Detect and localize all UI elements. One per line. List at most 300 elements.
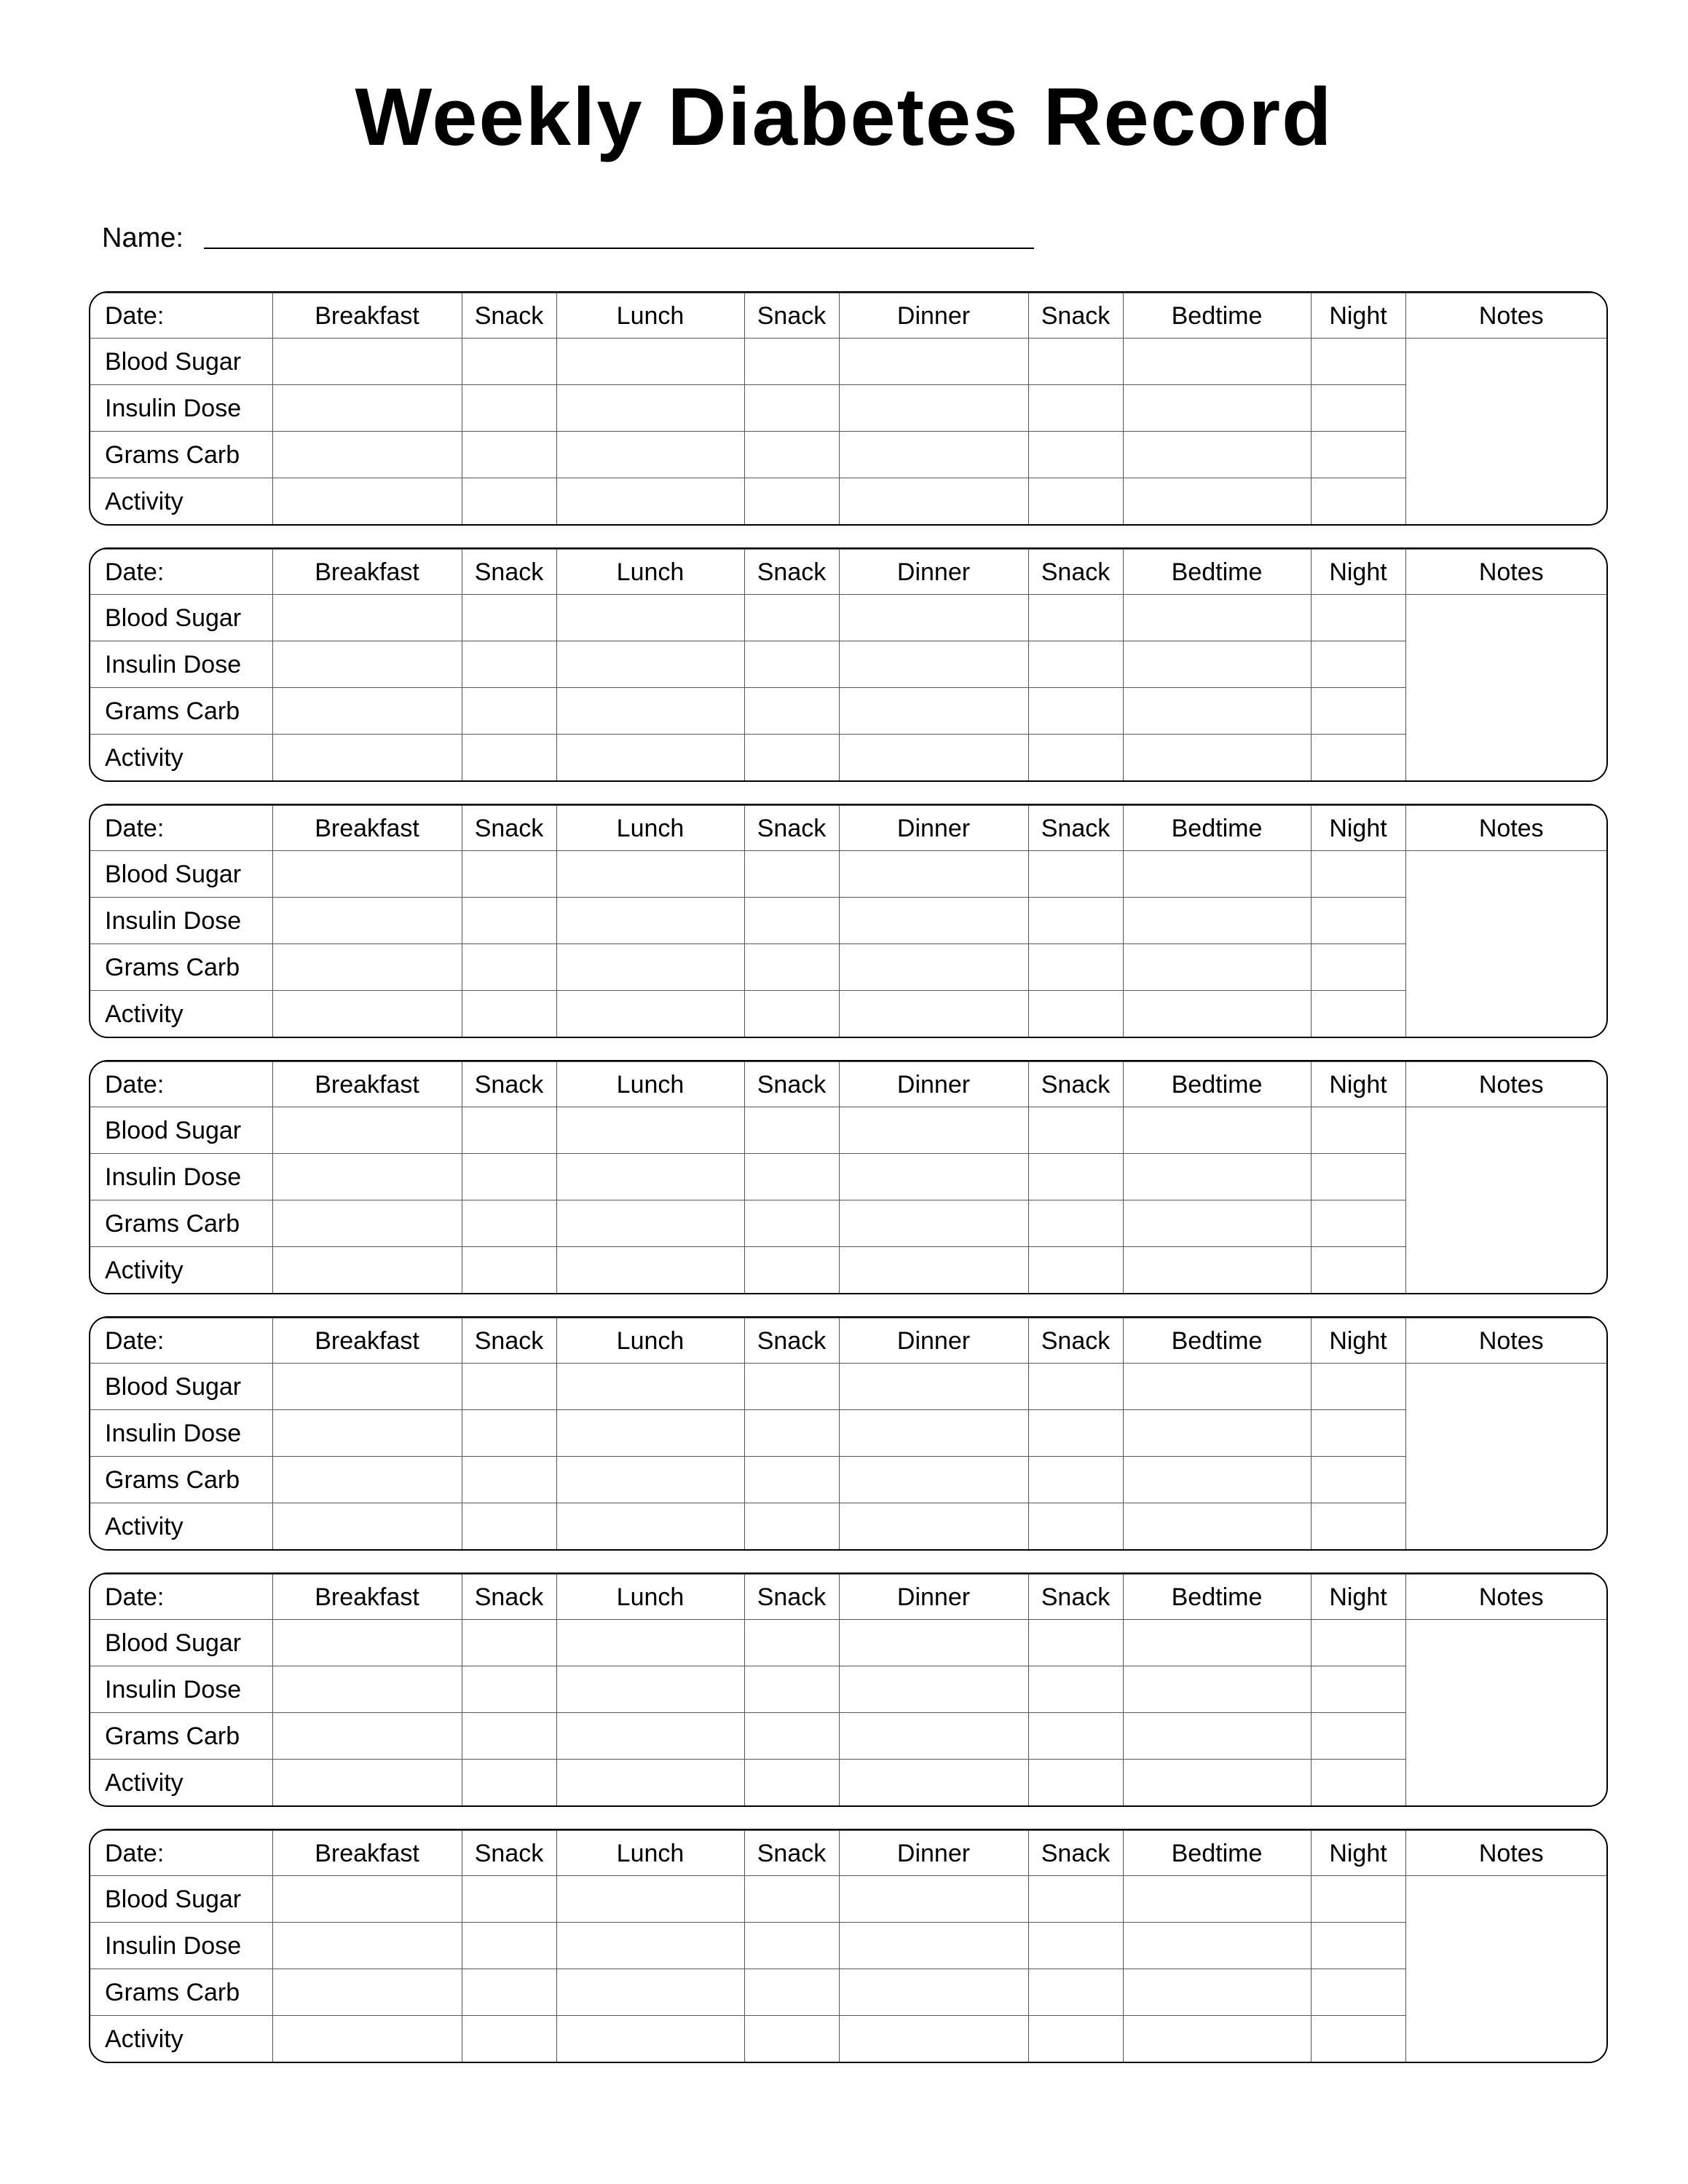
entry-cell[interactable] xyxy=(462,944,556,991)
entry-cell[interactable] xyxy=(1311,851,1405,898)
entry-cell[interactable] xyxy=(744,1154,839,1200)
entry-cell[interactable] xyxy=(1123,1876,1311,1923)
page-title: Weekly Diabetes Record xyxy=(355,71,1333,162)
entry-cell[interactable] xyxy=(744,1457,839,1503)
name-field-row xyxy=(102,218,1034,262)
entry-cell[interactable] xyxy=(556,2016,744,2062)
entry-cell[interactable] xyxy=(839,1503,1028,1550)
entry-cell[interactable] xyxy=(272,1760,462,1806)
entry-cell[interactable] xyxy=(839,478,1028,525)
column-header: Bedtime xyxy=(1123,550,1311,595)
entry-cell[interactable] xyxy=(744,688,839,735)
entry-cell[interactable] xyxy=(272,1457,462,1503)
entry-cell[interactable] xyxy=(1311,1760,1405,1806)
row-label: Blood Sugar xyxy=(90,851,272,898)
entry-cell[interactable] xyxy=(744,1620,839,1666)
entry-cell[interactable] xyxy=(272,688,462,735)
entry-cell[interactable] xyxy=(272,1154,462,1200)
entry-cell[interactable] xyxy=(1028,1969,1123,2016)
entry-cell[interactable] xyxy=(462,641,556,688)
entry-cell[interactable] xyxy=(1123,898,1311,944)
entry-cell[interactable] xyxy=(272,595,462,641)
entry-cell[interactable] xyxy=(1028,688,1123,735)
column-header: Lunch xyxy=(556,550,744,595)
entry-cell[interactable] xyxy=(556,1154,744,1200)
entry-cell[interactable] xyxy=(1028,1666,1123,1713)
entry-cell[interactable] xyxy=(839,641,1028,688)
row-label: Insulin Dose xyxy=(90,898,272,944)
entry-cell[interactable] xyxy=(1123,688,1311,735)
entry-cell[interactable] xyxy=(1311,1713,1405,1760)
entry-cell[interactable] xyxy=(1028,478,1123,525)
entry-cell[interactable] xyxy=(556,688,744,735)
entry-cell[interactable] xyxy=(1123,944,1311,991)
entry-cell[interactable] xyxy=(272,432,462,478)
entry-cell[interactable] xyxy=(1123,385,1311,432)
entry-cell[interactable] xyxy=(462,1713,556,1760)
entry-cell[interactable] xyxy=(1123,991,1311,1037)
entry-cell[interactable] xyxy=(556,1666,744,1713)
entry-cell[interactable] xyxy=(272,1666,462,1713)
column-header: Snack xyxy=(1028,806,1123,851)
column-header: Bedtime xyxy=(1123,1318,1311,1364)
entry-cell[interactable] xyxy=(1123,641,1311,688)
entry-cell[interactable] xyxy=(839,1247,1028,1294)
entry-cell[interactable] xyxy=(1028,339,1123,385)
entry-cell[interactable] xyxy=(272,851,462,898)
entry-cell[interactable] xyxy=(272,1364,462,1410)
date-header-cell[interactable]: Date: xyxy=(90,1831,272,1876)
column-header: Lunch xyxy=(556,1318,744,1364)
entry-cell[interactable] xyxy=(744,1760,839,1806)
entry-cell[interactable] xyxy=(462,1503,556,1550)
column-header: Snack xyxy=(744,293,839,339)
column-header: Bedtime xyxy=(1123,806,1311,851)
column-header: Breakfast xyxy=(272,806,462,851)
notes-cell[interactable] xyxy=(1405,1876,1608,2062)
notes-cell[interactable] xyxy=(1405,1620,1608,1806)
entry-cell[interactable] xyxy=(1123,595,1311,641)
entry-cell[interactable] xyxy=(744,1713,839,1760)
entry-cell[interactable] xyxy=(1028,1200,1123,1247)
entry-cell[interactable] xyxy=(1028,1923,1123,1969)
row-label: Insulin Dose xyxy=(90,385,272,432)
entry-cell[interactable] xyxy=(1123,1503,1311,1550)
column-header: Lunch xyxy=(556,1062,744,1107)
entry-cell[interactable] xyxy=(556,1457,744,1503)
entry-cell[interactable] xyxy=(272,898,462,944)
entry-cell[interactable] xyxy=(744,2016,839,2062)
column-header: Dinner xyxy=(839,293,1028,339)
entry-cell[interactable] xyxy=(556,1760,744,1806)
entry-cell[interactable] xyxy=(1311,478,1405,525)
entry-cell[interactable] xyxy=(1311,688,1405,735)
column-header: Notes xyxy=(1405,1831,1608,1876)
column-header: Night xyxy=(1311,1318,1405,1364)
entry-cell[interactable] xyxy=(1311,641,1405,688)
notes-cell[interactable] xyxy=(1405,851,1608,1037)
entry-cell[interactable] xyxy=(272,1923,462,1969)
entry-cell[interactable] xyxy=(556,1200,744,1247)
entry-cell[interactable] xyxy=(462,1620,556,1666)
entry-cell[interactable] xyxy=(462,735,556,781)
entry-cell[interactable] xyxy=(556,1620,744,1666)
entry-cell[interactable] xyxy=(462,595,556,641)
entry-cell[interactable] xyxy=(1028,385,1123,432)
row-label: Activity xyxy=(90,991,272,1037)
entry-cell[interactable] xyxy=(1123,851,1311,898)
entry-cell[interactable] xyxy=(744,1364,839,1410)
entry-cell[interactable] xyxy=(1311,1666,1405,1713)
entry-cell[interactable] xyxy=(1123,1457,1311,1503)
day-log-table xyxy=(89,1316,1608,1551)
entry-cell[interactable] xyxy=(1028,1457,1123,1503)
row-label: Grams Carb xyxy=(90,944,272,991)
entry-cell[interactable] xyxy=(272,339,462,385)
column-header: Dinner xyxy=(839,550,1028,595)
entry-cell[interactable] xyxy=(556,1364,744,1410)
entry-cell[interactable] xyxy=(462,2016,556,2062)
entry-cell[interactable] xyxy=(744,339,839,385)
entry-cell[interactable] xyxy=(462,478,556,525)
notes-cell[interactable] xyxy=(1405,1364,1608,1550)
column-header: Lunch xyxy=(556,806,744,851)
entry-cell[interactable] xyxy=(744,1503,839,1550)
entry-cell[interactable] xyxy=(1311,991,1405,1037)
entry-cell[interactable] xyxy=(556,478,744,525)
entry-cell[interactable] xyxy=(744,944,839,991)
column-header: Snack xyxy=(462,1575,556,1620)
column-header: Snack xyxy=(462,1062,556,1107)
entry-cell[interactable] xyxy=(1028,1876,1123,1923)
entry-cell[interactable] xyxy=(1311,1200,1405,1247)
entry-cell[interactable] xyxy=(744,1666,839,1713)
entry-cell[interactable] xyxy=(839,432,1028,478)
notes-cell[interactable] xyxy=(1405,595,1608,781)
entry-cell[interactable] xyxy=(744,1247,839,1294)
entry-cell[interactable] xyxy=(839,688,1028,735)
column-header: Notes xyxy=(1405,1062,1608,1107)
entry-cell[interactable] xyxy=(1311,1969,1405,2016)
row-label: Activity xyxy=(90,1503,272,1550)
entry-cell[interactable] xyxy=(744,735,839,781)
entry-cell[interactable] xyxy=(1123,339,1311,385)
entry-cell[interactable] xyxy=(1311,385,1405,432)
column-header: Snack xyxy=(744,1831,839,1876)
entry-cell[interactable] xyxy=(556,1876,744,1923)
entry-cell[interactable] xyxy=(1311,595,1405,641)
entry-cell[interactable] xyxy=(1028,1154,1123,1200)
entry-cell[interactable] xyxy=(1311,1107,1405,1154)
entry-cell[interactable] xyxy=(556,1969,744,2016)
entry-cell[interactable] xyxy=(1028,944,1123,991)
entry-cell[interactable] xyxy=(1028,1760,1123,1806)
entry-cell[interactable] xyxy=(1311,1247,1405,1294)
entry-cell[interactable] xyxy=(462,851,556,898)
entry-cell[interactable] xyxy=(1123,1760,1311,1806)
entry-cell[interactable] xyxy=(1123,478,1311,525)
entry-cell[interactable] xyxy=(272,1876,462,1923)
row-label: Blood Sugar xyxy=(90,339,272,385)
entry-cell[interactable] xyxy=(839,1154,1028,1200)
entry-cell[interactable] xyxy=(744,851,839,898)
row-label: Blood Sugar xyxy=(90,1876,272,1923)
row-label: Insulin Dose xyxy=(90,1410,272,1457)
entry-cell[interactable] xyxy=(1311,735,1405,781)
entry-cell[interactable] xyxy=(744,1969,839,2016)
entry-cell[interactable] xyxy=(744,1876,839,1923)
entry-cell[interactable] xyxy=(839,851,1028,898)
name-input-line[interactable] xyxy=(204,248,1034,249)
entry-cell[interactable] xyxy=(1028,1713,1123,1760)
entry-cell[interactable] xyxy=(462,432,556,478)
date-header-cell[interactable]: Date: xyxy=(90,1318,272,1364)
entry-cell[interactable] xyxy=(1311,1410,1405,1457)
entry-cell[interactable] xyxy=(462,1923,556,1969)
entry-cell[interactable] xyxy=(744,595,839,641)
entry-cell[interactable] xyxy=(556,339,744,385)
entry-cell[interactable] xyxy=(556,1503,744,1550)
entry-cell[interactable] xyxy=(272,1107,462,1154)
entry-cell[interactable] xyxy=(1123,432,1311,478)
column-header: Dinner xyxy=(839,1831,1028,1876)
column-header: Snack xyxy=(462,1318,556,1364)
column-header: Snack xyxy=(744,1318,839,1364)
column-header: Breakfast xyxy=(272,1831,462,1876)
entry-cell[interactable] xyxy=(462,898,556,944)
row-label: Grams Carb xyxy=(90,688,272,735)
entry-cell[interactable] xyxy=(1028,595,1123,641)
entry-cell[interactable] xyxy=(1311,898,1405,944)
entry-cell[interactable] xyxy=(1028,851,1123,898)
entry-cell[interactable] xyxy=(272,1200,462,1247)
row-label: Activity xyxy=(90,1760,272,1806)
entry-cell[interactable] xyxy=(556,735,744,781)
date-header-cell[interactable]: Date: xyxy=(90,293,272,339)
date-header-cell[interactable]: Date: xyxy=(90,1062,272,1107)
row-label: Blood Sugar xyxy=(90,1107,272,1154)
entry-cell[interactable] xyxy=(1123,2016,1311,2062)
entry-cell[interactable] xyxy=(1123,1923,1311,1969)
entry-cell[interactable] xyxy=(462,1457,556,1503)
entry-cell[interactable] xyxy=(272,2016,462,2062)
entry-cell[interactable] xyxy=(1123,735,1311,781)
entry-cell[interactable] xyxy=(272,1969,462,2016)
column-header: Snack xyxy=(1028,293,1123,339)
row-label: Grams Carb xyxy=(90,1200,272,1247)
entry-cell[interactable] xyxy=(462,1666,556,1713)
entry-cell[interactable] xyxy=(744,991,839,1037)
entry-cell[interactable] xyxy=(1311,1620,1405,1666)
entry-cell[interactable] xyxy=(1311,2016,1405,2062)
row-label: Grams Carb xyxy=(90,1969,272,2016)
entry-cell[interactable] xyxy=(556,641,744,688)
entry-cell[interactable] xyxy=(556,1923,744,1969)
entry-cell[interactable] xyxy=(1123,1107,1311,1154)
entry-cell[interactable] xyxy=(556,1247,744,1294)
column-header: Snack xyxy=(462,550,556,595)
entry-cell[interactable] xyxy=(556,851,744,898)
date-header-cell[interactable]: Date: xyxy=(90,550,272,595)
entry-cell[interactable] xyxy=(1123,1969,1311,2016)
entry-cell[interactable] xyxy=(839,735,1028,781)
entry-cell[interactable] xyxy=(1123,1410,1311,1457)
entry-cell[interactable] xyxy=(1123,1247,1311,1294)
column-header: Breakfast xyxy=(272,1062,462,1107)
entry-cell[interactable] xyxy=(1028,1107,1123,1154)
date-header-cell[interactable]: Date: xyxy=(90,806,272,851)
column-header: Night xyxy=(1311,550,1405,595)
entry-cell[interactable] xyxy=(462,1364,556,1410)
entry-cell[interactable] xyxy=(462,339,556,385)
entry-cell[interactable] xyxy=(1028,1247,1123,1294)
entry-cell[interactable] xyxy=(556,1107,744,1154)
entry-cell[interactable] xyxy=(1123,1364,1311,1410)
row-label: Activity xyxy=(90,478,272,525)
notes-cell[interactable] xyxy=(1405,1107,1608,1294)
entry-cell[interactable] xyxy=(839,2016,1028,2062)
entry-cell[interactable] xyxy=(272,385,462,432)
entry-cell[interactable] xyxy=(1311,432,1405,478)
entry-cell[interactable] xyxy=(839,1200,1028,1247)
entry-cell[interactable] xyxy=(1028,2016,1123,2062)
entry-cell[interactable] xyxy=(744,898,839,944)
entry-cell[interactable] xyxy=(839,339,1028,385)
entry-cell[interactable] xyxy=(1123,1620,1311,1666)
column-header: Lunch xyxy=(556,1831,744,1876)
column-header: Bedtime xyxy=(1123,293,1311,339)
entry-cell[interactable] xyxy=(556,944,744,991)
entry-cell[interactable] xyxy=(1311,1154,1405,1200)
entry-cell[interactable] xyxy=(744,385,839,432)
entry-cell[interactable] xyxy=(839,1410,1028,1457)
day-log-table xyxy=(89,291,1608,526)
entry-cell[interactable] xyxy=(744,1410,839,1457)
entry-cell[interactable] xyxy=(556,595,744,641)
column-header: Snack xyxy=(1028,550,1123,595)
entry-cell[interactable] xyxy=(1123,1666,1311,1713)
entry-cell[interactable] xyxy=(1123,1154,1311,1200)
entry-cell[interactable] xyxy=(839,1620,1028,1666)
entry-cell[interactable] xyxy=(839,1107,1028,1154)
entry-cell[interactable] xyxy=(839,595,1028,641)
entry-cell[interactable] xyxy=(462,1200,556,1247)
entry-cell[interactable] xyxy=(1311,339,1405,385)
entry-cell[interactable] xyxy=(744,432,839,478)
column-header: Lunch xyxy=(556,1575,744,1620)
entry-cell[interactable] xyxy=(839,944,1028,991)
entry-cell[interactable] xyxy=(1028,735,1123,781)
entry-cell[interactable] xyxy=(1311,1503,1405,1550)
entry-cell[interactable] xyxy=(1028,898,1123,944)
entry-cell[interactable] xyxy=(556,1713,744,1760)
notes-cell[interactable] xyxy=(1405,339,1608,525)
column-header: Snack xyxy=(462,293,556,339)
entry-cell[interactable] xyxy=(744,1107,839,1154)
entry-cell[interactable] xyxy=(1028,641,1123,688)
entry-cell[interactable] xyxy=(556,1410,744,1457)
entry-cell[interactable] xyxy=(839,898,1028,944)
column-header: Snack xyxy=(744,1575,839,1620)
entry-cell[interactable] xyxy=(744,1200,839,1247)
column-header: Notes xyxy=(1405,806,1608,851)
entry-cell[interactable] xyxy=(1123,1200,1311,1247)
entry-cell[interactable] xyxy=(744,1923,839,1969)
entry-cell[interactable] xyxy=(272,991,462,1037)
entry-cell[interactable] xyxy=(272,735,462,781)
entry-cell[interactable] xyxy=(1028,1503,1123,1550)
entry-cell[interactable] xyxy=(839,1969,1028,2016)
entry-cell[interactable] xyxy=(1028,1620,1123,1666)
entry-cell[interactable] xyxy=(272,1713,462,1760)
entry-cell[interactable] xyxy=(272,1410,462,1457)
column-header: Notes xyxy=(1405,550,1608,595)
entry-cell[interactable] xyxy=(462,385,556,432)
date-header-cell[interactable]: Date: xyxy=(90,1575,272,1620)
entry-cell[interactable] xyxy=(272,1620,462,1666)
entry-cell[interactable] xyxy=(272,641,462,688)
entry-cell[interactable] xyxy=(1028,991,1123,1037)
row-label: Grams Carb xyxy=(90,1457,272,1503)
entry-cell[interactable] xyxy=(556,385,744,432)
entry-cell[interactable] xyxy=(1311,1876,1405,1923)
column-header: Bedtime xyxy=(1123,1575,1311,1620)
entry-cell[interactable] xyxy=(1123,1713,1311,1760)
entry-cell[interactable] xyxy=(462,1760,556,1806)
entry-cell[interactable] xyxy=(272,1247,462,1294)
entry-cell[interactable] xyxy=(1028,432,1123,478)
entry-cell[interactable] xyxy=(556,432,744,478)
entry-cell[interactable] xyxy=(839,1923,1028,1969)
row-label: Blood Sugar xyxy=(90,1620,272,1666)
entry-cell[interactable] xyxy=(272,478,462,525)
entry-cell[interactable] xyxy=(462,1410,556,1457)
entry-cell[interactable] xyxy=(556,898,744,944)
entry-cell[interactable] xyxy=(462,1247,556,1294)
entry-cell[interactable] xyxy=(1311,1364,1405,1410)
row-label: Grams Carb xyxy=(90,1713,272,1760)
entry-cell[interactable] xyxy=(839,1713,1028,1760)
column-header: Notes xyxy=(1405,1575,1608,1620)
entry-cell[interactable] xyxy=(462,1876,556,1923)
name-label: Name: xyxy=(102,223,184,253)
entry-cell[interactable] xyxy=(744,641,839,688)
day-log-table xyxy=(89,1829,1608,2063)
entry-cell[interactable] xyxy=(1311,1457,1405,1503)
entry-cell[interactable] xyxy=(462,1154,556,1200)
entry-cell[interactable] xyxy=(839,1364,1028,1410)
entry-cell[interactable] xyxy=(839,1666,1028,1713)
entry-cell[interactable] xyxy=(1311,944,1405,991)
entry-cell[interactable] xyxy=(272,944,462,991)
entry-cell[interactable] xyxy=(462,1969,556,2016)
entry-cell[interactable] xyxy=(462,1107,556,1154)
entry-cell[interactable] xyxy=(839,385,1028,432)
entry-cell[interactable] xyxy=(1028,1410,1123,1457)
entry-cell[interactable] xyxy=(839,1760,1028,1806)
entry-cell[interactable] xyxy=(462,688,556,735)
entry-cell[interactable] xyxy=(744,478,839,525)
entry-cell[interactable] xyxy=(839,1876,1028,1923)
entry-cell[interactable] xyxy=(1028,1364,1123,1410)
entry-cell[interactable] xyxy=(839,991,1028,1037)
entry-cell[interactable] xyxy=(272,1503,462,1550)
entry-cell[interactable] xyxy=(556,991,744,1037)
entry-cell[interactable] xyxy=(839,1457,1028,1503)
entry-cell[interactable] xyxy=(462,991,556,1037)
row-label: Insulin Dose xyxy=(90,1666,272,1713)
entry-cell[interactable] xyxy=(1311,1923,1405,1969)
